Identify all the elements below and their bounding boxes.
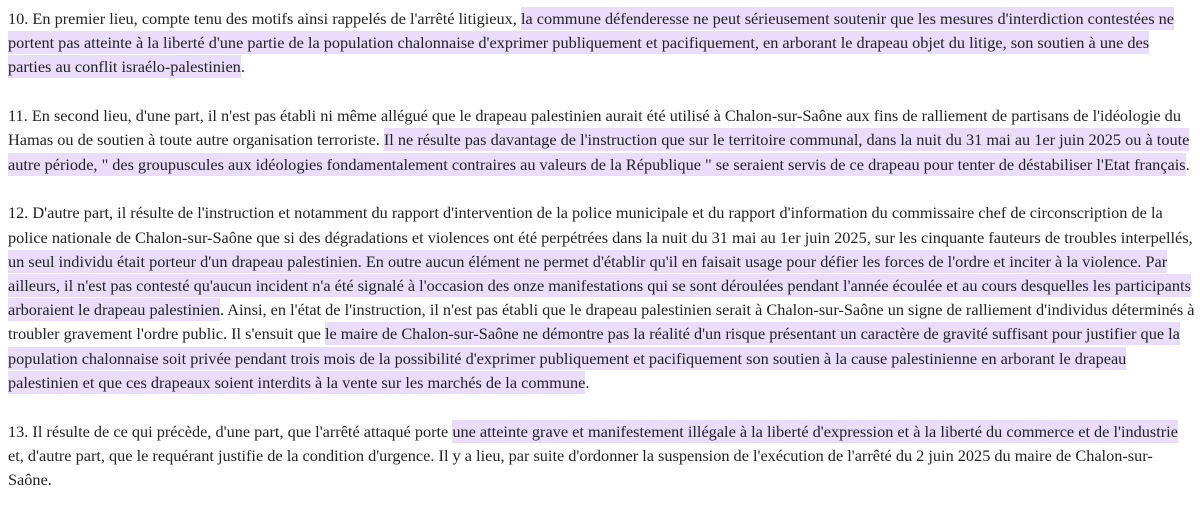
text-segment: 13. Il résulte de ce qui précède, d'une part, que l'arrêté attaqué porte bbox=[8, 421, 453, 441]
document-body bbox=[8, 7, 1196, 492]
text-segment: . Ainsi, en l'état de l'instruction, il n'est pas établi que le drapeau palestinien serait à Chalon-sur-Saône un signe de ralliement d'individus déterminés à troubler gravement l'ordre public. Il s'ensuit que bbox=[8, 300, 1195, 344]
highlighted-text: la commune défenderesse ne peut sérieusement soutenir que les mesures d'interdiction contestées ne portent pas atteinte à la liberté d'une partie de la population chalonnaise d'exprimer publiquement et pacifiquement, en arborant le drapeau objet du litige, son soutien à une des parties au conflit israélo-palestinien bbox=[8, 9, 1174, 77]
text-segment: 10. En premier lieu, compte tenu des motifs ainsi rappelés de l'arrêté litigieux, bbox=[8, 9, 521, 28]
paragraph-10 bbox=[8, 7, 1196, 80]
text-segment: 11. En second lieu, d'une part, il n'est pas établi ni même allégué que le drapeau palestinien aurait été utilisé à Chalon-sur-Saône aux fins de ralliement de partisans de l'idéologie du Hamas ou de soutien à toute autre organisation terroriste. bbox=[8, 106, 1181, 150]
paragraph-11 bbox=[8, 104, 1196, 177]
paragraph-13 bbox=[8, 420, 1196, 493]
text-segment: . bbox=[585, 372, 590, 392]
text-segment: 12. D'autre part, il résulte de l'instruction et notamment du rapport d'intervention de la police municipale et du rapport d'information du commissaire chef de circonscription de la police nationale de Chalon-sur-Saône que si des dégradations et violences ont été perpétrées dans la nuit du 31 mai au 1er juin 2025, sur les cinquante fauteurs de troubles interpellés, bbox=[8, 203, 1193, 247]
text-segment: . bbox=[240, 57, 245, 77]
highlighted-text: le maire de Chalon-sur-Saône ne démontre pas la réalité d'un risque présentant un caractère de gravité suffisant pour justifier que la population chalonnaise soit privée pendant trois mois de la possibilité d'exprimer publiquement et pacifiquement son soutien à la cause palestinienne en arborant le drapeau palestinien et que ces drapeaux soient interdits à la vente sur les marchés de la commune bbox=[8, 324, 1180, 392]
paragraph-12 bbox=[8, 201, 1196, 395]
highlighted-text: Il ne résulte pas davantage de l'instruction que sur le territoire communal, dans la nuit du 31 mai au 1er juin 2025 ou à toute autre période, " des groupuscules aux idéologies fondamentalement contraires au valeurs de la République " se seraient servis de ce drapeau pour tenter de déstabiliser l'Etat français bbox=[8, 130, 1190, 174]
text-segment: . bbox=[1185, 154, 1190, 174]
highlighted-text: une atteinte grave et manifestement illégale à la liberté d'expression et à la liberté du commerce et de l'industrie bbox=[452, 421, 1178, 441]
text-segment: et, d'autre part, que le requérant justifie de la condition d'urgence. Il y a lieu, par suite d'ordonner la suspension de l'exécution de l'arrêté du 2 juin 2025 du maire de Chalon-sur-Saône. bbox=[8, 445, 1153, 490]
highlighted-text: un seul individu était porteur d'un drapeau palestinien. En outre aucun élément ne permet d'établir qu'il en faisait usage pour défier les forces de l'ordre et inciter à la violence. Par ailleurs, il n'est pas contesté qu'aucun incident n'a été signalé à l'occasion des onze manifestations qui se sont déroulées pendant l'année écoulée et au cours desquelles les participants arboraient le drapeau palestinien bbox=[8, 251, 1191, 320]
